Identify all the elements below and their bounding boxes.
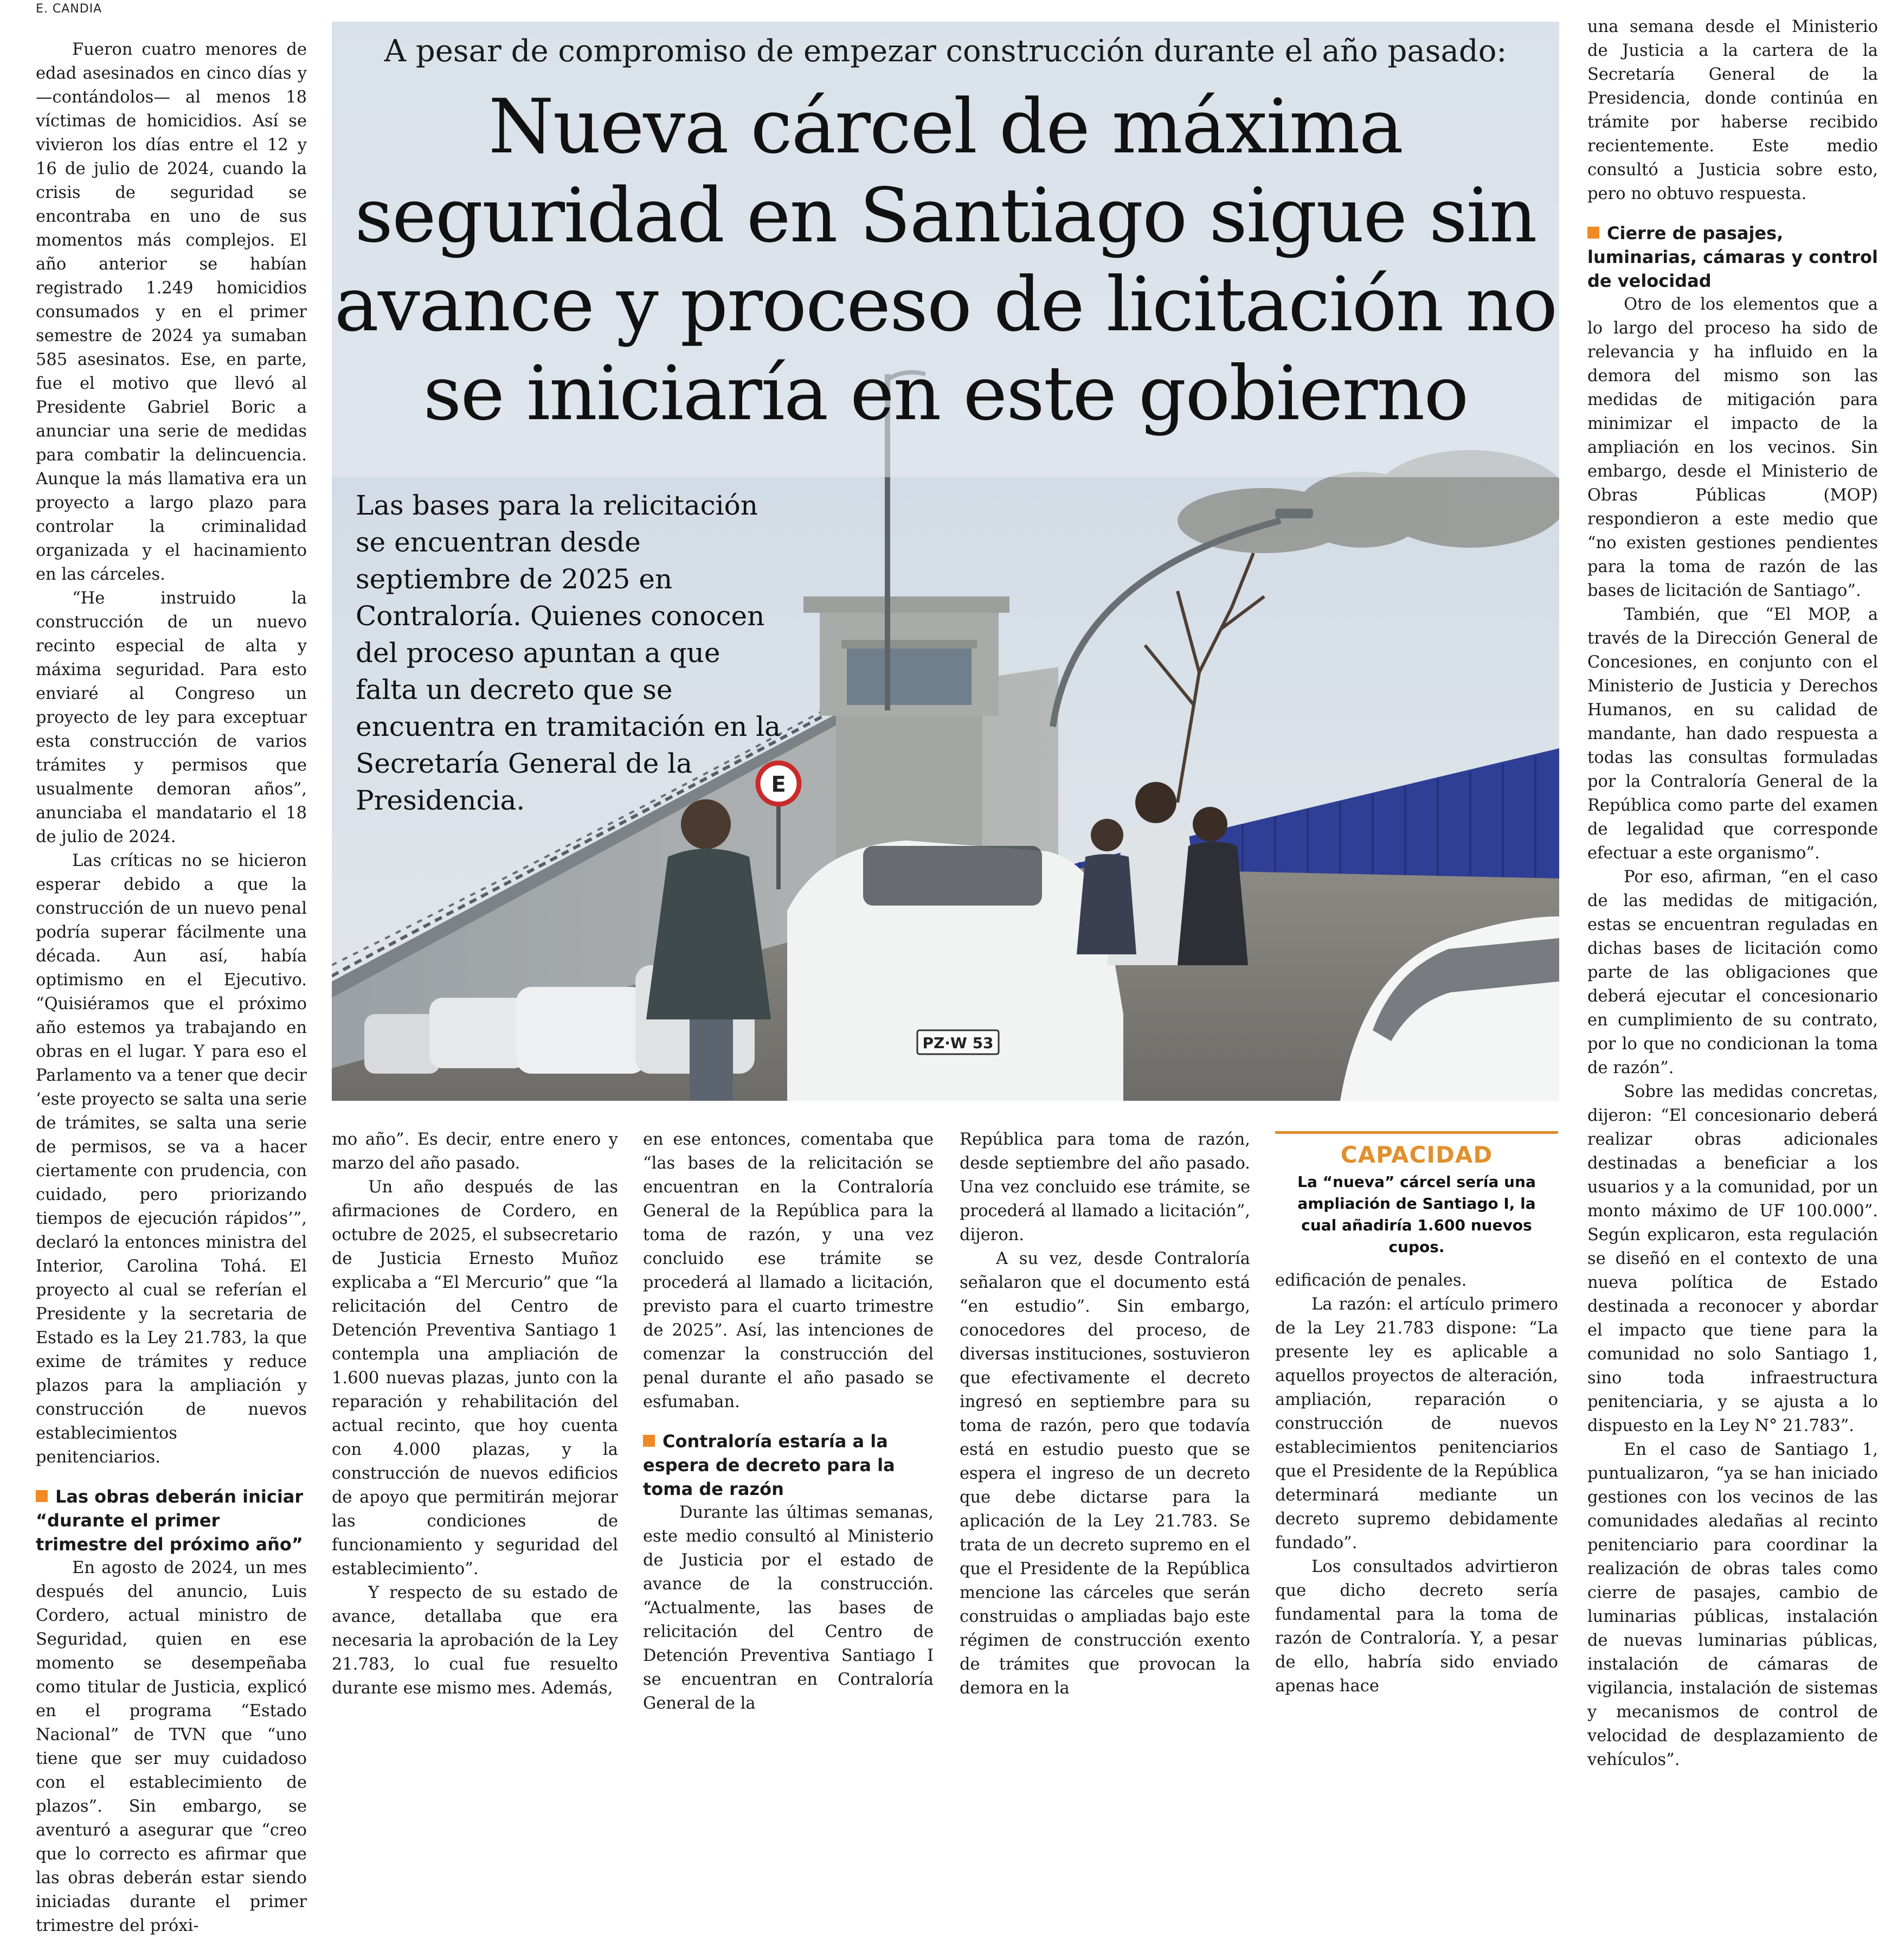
subhead-text: Cierre de pasajes, luminarias, cámaras y control de velocidad <box>1587 223 1878 291</box>
paragraph: Los consultados advirtieron que dicho decreto sería fundamental para la toma de razón de Contraloría. Y, a pesar de ello, habría sido enviado apenas hace <box>1275 1557 1558 1696</box>
paragraph: La razón: el artículo primero de la Ley 21.783 dispone: “La presente ley es aplicable a aquellos proyectos de alteración, ampliación, reparación o construcción de nuevos establecimientos penitenciarios que el Presidente de la República determinará mediante un decreto supremo debidamente fundado”. <box>1275 1295 1558 1552</box>
paragraph: Un año después de las afirmaciones de Cordero, en octubre de 2025, el subsecretario de Justicia Ernesto Muñoz explicaba a “El Mercurio” que “la relicitación del Centro de Detención Preventiva Santiago 1 contempla una ampliación de 1.600 nuevas plazas, junto con la reparación y rehabilitación del actual recinto, que hoy cuenta con 4.000 plazas, y la construcción de nuevos edificios de apoyo que permitirán mejorar las condiciones de funcionamiento y seguridad del establecimiento”. <box>332 1178 618 1578</box>
paragraph: En agosto de 2024, un mes después del anuncio, Luis Cordero, actual ministro de Seguridad, quien en ese momento se desempeñaba como titular de Justicia, explicó en el programa “Estado Nacional” de TVN que “uno tiene que ser muy cuidadoso con el establecimiento de plazos”. Sin embargo, se aventuró a asegurar que “creo que lo correcto es afirmar que las obras deberán estar siendo iniciadas durante el primer trimestre del próxi- <box>36 1558 307 1935</box>
subhead <box>36 1485 307 1556</box>
paragraph: Sobre las medidas concretas, dijeron: “El concesionario deberá realizar obras adicionales destinadas a beneficiar a los usuarios y a la comunidad, por un monto máximo de UF 100.000”. Según explicaron, esta regulación se diseñó en el contexto de una nueva política de Estado destinada a reconocer y abordar el impacto que tiene para la comunidad no solo Santiago 1, sino toda infraestructura penitenciaria, y se ajusta a lo dispuesto en la Ley N° 21.783”. <box>1587 1082 1878 1435</box>
paragraph: Las críticas no se hicieron esperar debido a que la construcción de un nuevo penal podría superar fácilmente una década. Aun así, había optimismo en el Ejecutivo. “Quisiéramos que el próximo año estemos ya trabajando en obras en el lugar. Y para eso el Parlamento va a tener que decir ‘este proyecto se salta una serie de trámites, se salta una serie de permisos, se va a hacer ciertamente con prudencia, con cuidado, pero priorizando tiempos de ejecución rápidos’”, declaró la entonces ministra del Interior, Carolina Tohá. El proyecto al cual se referían el Presidente y la secretaria de Estado es la Ley 21.783, la que exime de trámites y reduce plazos para la ampliación y construcción de nuevos establecimientos penitenciarios. <box>36 851 307 1467</box>
paragraph: Por eso, afirman, “en el caso de las medidas de mitigación, estas se encuentran reguladas en dichas bases de licitación como parte de las obligaciones que deberá ejecutar el concesionario en cumplimiento de su contrato, por lo que no condicionan la toma de razón”. <box>1587 868 1878 1077</box>
paragraph: edificación de penales. <box>1275 1271 1467 1290</box>
paragraph: A su vez, desde Contraloría señalaron que el documento está “en estudio”. Sin embargo, conocedores del proceso, de diversas instituciones, sostuvieron que efectivamente el decreto ingresó en septiembre para su toma de razón, pero que todavía está en estudio puesto que se espera el ingreso de un decreto que debe dictarse para la aplicación de la Ley 21.783. Se trata de un decreto supremo en el que el Presidente de la República mencione las cárceles que serán construidas o ampliadas bajo este régimen de construcción exento de trámites que provocan la demora en la <box>960 1249 1250 1698</box>
paragraph: “He instruido la construcción de un nuevo recinto especial de alta y máxima seguridad. Para esto enviaré al Congreso un proyecto de ley para exceptuar esta construcción de varios trámites y permisos que usualmente demoran años”, anunciaba el mandatario el 18 de julio de 2024. <box>36 589 307 846</box>
subhead <box>1587 221 1878 293</box>
subhead-text: Contraloría estaría a la espera de decreto para la toma de razón <box>643 1431 895 1499</box>
subhead-text: Las obras deberán iniciar “durante el primer trimestre del próximo año” <box>36 1486 304 1555</box>
capacity-box <box>1275 1131 1558 1256</box>
paragraph: en ese entonces, comentaba que “las bases de la relicitación se encuentran en la Contraloría General de la República para la toma de razón, y una vez concluido ese trámite se procederá al llamado a licitación, previsto para el cuarto trimestre de 2025”. Así, las intenciones de comenzar la construcción del penal durante el año pasado se esfumaban. <box>643 1130 934 1411</box>
column-5 <box>1275 1269 1558 1696</box>
column-4 <box>960 1128 1250 1698</box>
license-plate: PZ·W 53 <box>922 1034 994 1052</box>
column-1 <box>36 38 307 1935</box>
paragraph: Y respecto de su estado de avance, detallaba que era necesaria la aprobación de la Ley 21.783, lo cual fue resuelto durante ese mismo mes. Además, <box>332 1583 618 1698</box>
column-3 <box>643 1128 934 1713</box>
paragraph: mo año”. Es decir, entre enero y marzo del año pasado. <box>332 1130 618 1173</box>
subhead <box>643 1429 934 1501</box>
paragraph: Otro de los elementos que a lo largo del proceso ha sido de relevancia y ha influido en la demora del mismo son las medidas de mitigación para minimizar el impacto de la ampliación en los vecinos. Sin embargo, desde el Ministerio de Obras Públicas (MOP) respondieron a este medio que “no existen gestiones pendientes para la toma de razón de las bases de licitación de Santiago”. <box>1587 295 1878 600</box>
paragraph: República para toma de razón, desde septiembre del año pasado. Una vez concluido ese trámite, se procederá al llamado a licitación”, dijeron. <box>960 1130 1250 1244</box>
paragraph: Durante las últimas semanas, este medio consultó al Ministerio de Justicia por el estado de avance de la construcción. “Actualmente, las bases de relicitación del Centro de Detención Preventiva Santiago I se encuentran en Contraloría General de la <box>643 1503 934 1713</box>
headline: Nueva cárcel de máxima seguridad en Santiago sigue sin avance y proceso de licitación no se iniciaría en este gobierno <box>334 83 1557 437</box>
deck: Las bases para la relicitación se encuentran desde septiembre de 2025 en Contraloría. Quienes conocen del proceso apuntan a que falta un decreto que se encuentra en tramitación en la Secretaría General de la Presidencia. <box>356 490 781 816</box>
paragraph: Fueron cuatro menores de edad asesinados en cinco días y —contándolos— al menos 18 víctimas de homicidios. Así se vivieron los días entre el 12 y 16 de julio de 2024, cuando la crisis de seguridad se encontraba en uno de sus momentos más complejos. El año anterior se habían registrado 1.249 homicidios consumados y en el primer semestre de 2024 ya sumaban 585 asesinatos. Ese, en parte, fue el motivo que llevó al Presidente Gabriel Boric a anunciar una serie de medidas para combatir la delincuencia. Aunque la más llamativa era un proyecto a largo plazo para controlar la criminalidad organizada y el hacinamiento en las cárceles. <box>36 40 307 584</box>
photo-credit: E. CANDIA <box>36 2 102 16</box>
paragraph: En el caso de Santiago 1, puntualizaron, “ya se han iniciado gestiones con los vecinos de las comunidades aledañas al recinto penitenciario para coordinar la realización de obras tales como cierre de pasajes, cambio de luminarias públicas, instalación de nuevas luminarias públicas, instalación de cámaras de vigilancia, instalación de sistemas y mecanismos de control de velocidad de desplazamiento de vehículos”. <box>1587 1440 1878 1769</box>
square-bullet-icon <box>36 1490 48 1502</box>
paragraph: una semana desde el Ministerio de Justicia a la cartera de la Secretaría General de la Presidencia, donde continúa en trámite por haberse recibido recientemente. Este medio consultó a Justicia sobre esto, pero no obtuvo respuesta. <box>1587 17 1878 203</box>
road-sign-letter: E <box>771 772 786 797</box>
paragraph: También, que “El MOP, a través de la Dirección General de Concesiones, en conjunto con el Ministerio de Justicia y Derechos Humanos, en su calidad de mandante, han dado respuesta a todas las consultas formuladas por la Contraloría General de la República como parte del examen de legalidad que corresponde efectuar a este organismo”. <box>1587 605 1878 863</box>
capacity-text: La “nueva” cárcel sería una ampliación de Santiago I, la cual añadiría 1.600 nuevos cupos. <box>1297 1173 1536 1256</box>
column-6 <box>1587 15 1878 1769</box>
capacity-title: CAPACIDAD <box>1340 1141 1493 1168</box>
square-bullet-icon <box>643 1435 655 1447</box>
square-bullet-icon <box>1587 227 1599 239</box>
kicker: A pesar de compromiso de empezar construcción durante el año pasado: <box>384 34 1507 69</box>
column-2 <box>332 1128 618 1698</box>
